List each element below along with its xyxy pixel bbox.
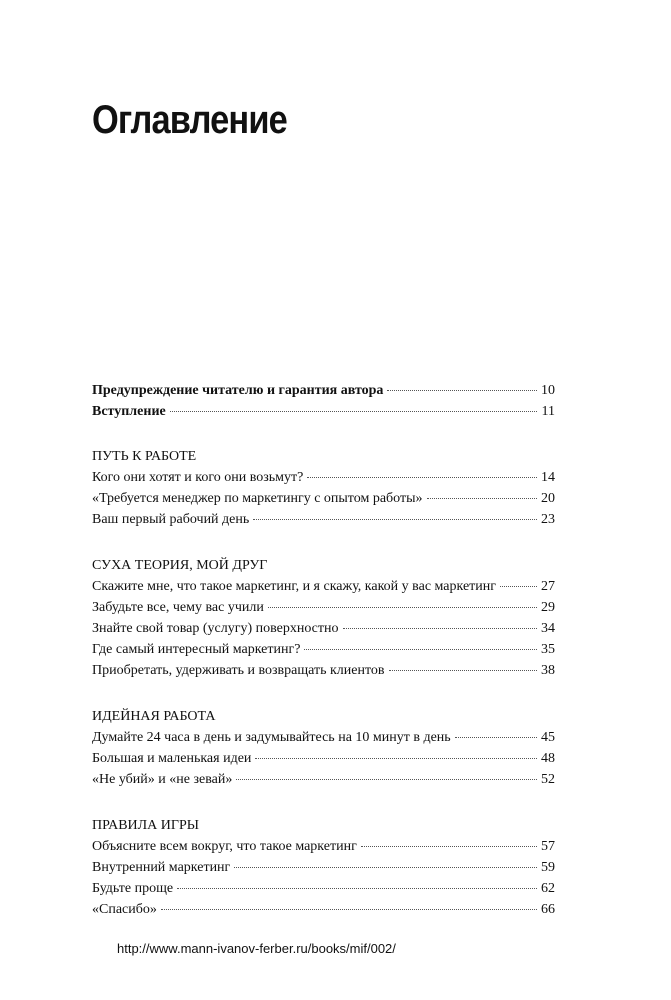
toc-entry-page: 66	[541, 902, 555, 917]
dot-leader	[170, 411, 537, 412]
dot-leader	[307, 477, 537, 478]
toc-section-heading: ПУТЬ К РАБОТЕ	[92, 449, 197, 464]
dot-leader	[343, 628, 537, 629]
toc-entry-title: «Требуется менеджер по маркетингу с опытом работы»	[92, 491, 423, 506]
toc-entry	[92, 857, 555, 878]
toc-entry-intro-warning	[92, 380, 555, 401]
dot-leader	[236, 779, 537, 780]
toc-entry-title: Скажите мне, что такое маркетинг, и я скажу, какой у вас маркетинг	[92, 579, 497, 594]
dot-leader	[361, 846, 537, 847]
toc-entry-page: 35	[541, 642, 555, 657]
toc-entry-page: 10	[541, 383, 555, 398]
toc-sections	[92, 446, 555, 920]
toc-entry-title: Приобретать, удерживать и возвращать клиентов	[92, 663, 385, 678]
toc-entry-page: 59	[541, 860, 555, 875]
dot-leader	[387, 390, 537, 391]
dot-leader	[255, 758, 537, 759]
toc-entry-title: Кого они хотят и кого они возьмут?	[92, 470, 304, 485]
toc-entry-title: Знайте свой товар (услугу) поверхностно	[92, 621, 339, 636]
toc-entry-title: Объясните всем вокруг, что такое маркетинг	[92, 839, 357, 854]
dot-leader	[389, 670, 537, 671]
toc-entry	[92, 509, 555, 530]
dot-leader	[304, 649, 537, 650]
toc-entry	[92, 618, 555, 639]
page-title: Оглавление	[92, 98, 287, 142]
toc-entry-page: 34	[541, 621, 555, 636]
toc-entry	[92, 769, 555, 790]
toc-section-heading: СУХА ТЕОРИЯ, МОЙ ДРУГ	[92, 558, 268, 573]
toc-entry-title: Будьте проще	[92, 881, 174, 896]
toc-entry-title: «Спасибо»	[92, 902, 157, 917]
toc-entry	[92, 467, 555, 488]
toc-section-heading: ИДЕЙНАЯ РАБОТА	[92, 709, 216, 724]
toc-entry-title: Забудьте все, чему вас учили	[92, 600, 264, 615]
toc-entry-page: 11	[541, 404, 555, 419]
toc-section-heading: ПРАВИЛА ИГРЫ	[92, 818, 199, 833]
toc-entry	[92, 748, 555, 769]
dot-leader	[161, 909, 537, 910]
footer-url: http://www.mann-ivanov-ferber.ru/books/mif/002/	[117, 941, 396, 956]
toc-entry	[92, 878, 555, 899]
toc-entry	[92, 899, 555, 920]
toc-entry-page: 23	[541, 512, 555, 527]
toc-entry-title: Где самый интересный маркетинг?	[92, 642, 301, 657]
toc-entry-page: 57	[541, 839, 555, 854]
dot-leader	[253, 519, 537, 520]
table-of-contents	[92, 380, 555, 920]
toc-entry-page: 48	[541, 751, 555, 766]
toc-entry-title: Думайте 24 часа в день и задумывайтесь на 10 минут в день	[92, 730, 451, 745]
dot-leader	[177, 888, 537, 889]
toc-entry	[92, 836, 555, 857]
toc-entry	[92, 727, 555, 748]
toc-entry	[92, 488, 555, 509]
dot-leader	[234, 867, 537, 868]
toc-entry	[92, 639, 555, 660]
toc-entry-page: 62	[541, 881, 555, 896]
toc-entry	[92, 660, 555, 681]
dot-leader	[455, 737, 537, 738]
toc-entry-title: «Не убий» и «не зевай»	[92, 772, 233, 787]
toc-entry-page: 20	[541, 491, 555, 506]
toc-entry-page: 38	[541, 663, 555, 678]
toc-entry-title: Предупреждение читателю и гарантия автора	[92, 383, 384, 398]
toc-entry-page: 27	[541, 579, 555, 594]
toc-entry	[92, 597, 555, 618]
toc-entry-title: Большая и маленькая идеи	[92, 751, 252, 766]
toc-entry-title: Ваш первый рабочий день	[92, 512, 250, 527]
dot-leader	[427, 498, 537, 499]
dot-leader	[500, 586, 537, 587]
toc-entry-page: 45	[541, 730, 555, 745]
dot-leader	[268, 607, 537, 608]
toc-entry-title: Внутренний маркетинг	[92, 860, 231, 875]
toc-entry-title: Вступление	[92, 404, 166, 419]
toc-entry	[92, 576, 555, 597]
toc-entry-intro-foreword	[92, 401, 555, 422]
toc-entry-page: 52	[541, 772, 555, 787]
toc-entry-page: 14	[541, 470, 555, 485]
toc-entry-page: 29	[541, 600, 555, 615]
